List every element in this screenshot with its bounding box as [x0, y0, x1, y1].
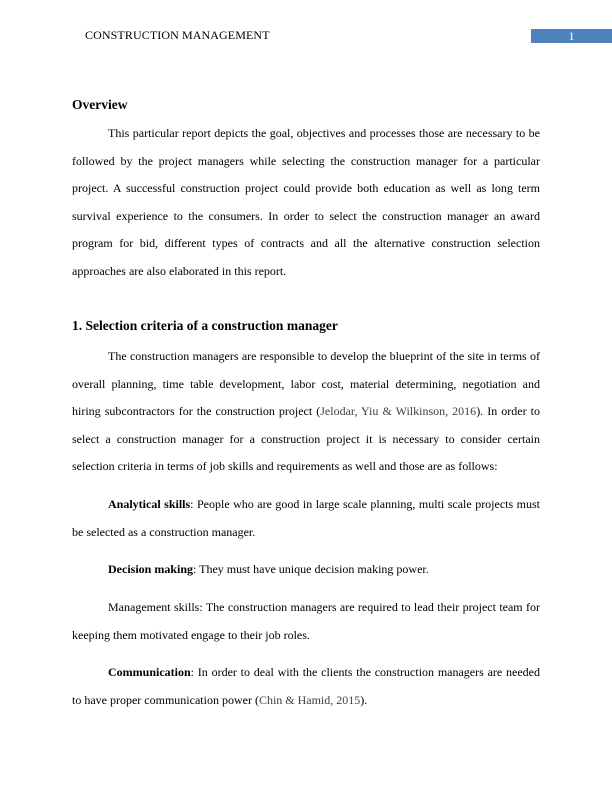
page-number-badge: 1: [531, 29, 612, 43]
overview-paragraph: This particular report depicts the goal, objectives and processes those are necessary to be followed by the project managers while selecting the construction manager for a particular project. A successful construction project could provide both education as well as long term survival experience to the consumers. In order to select the construction manager an award program for bid, different types of contracts and all the alternative construction selection approaches are also elaborated in this report.: [72, 126, 540, 278]
criterion-text: The construction managers are required to lead their project team for keeping them motivated engage to their job roles.: [72, 600, 540, 642]
criterion-term: Analytical skills: [108, 497, 191, 511]
criterion-citation: Chin & Hamid, 2015: [258, 692, 361, 707]
overview-heading: Overview: [72, 97, 128, 112]
running-header-title: CONSTRUCTION MANAGEMENT: [85, 28, 270, 42]
section-1-intro-paragraph: [72, 343, 540, 481]
intro-text-before: The construction managers are responsible to develop the blueprint of the site in terms of overall planning, time table development, labor cost, material determining, negotiation and hiring subcontractors for the construction project (: [72, 349, 540, 418]
criterion-text: : They must have unique decision making power.: [193, 562, 429, 576]
criterion-text: : In order to deal with the clients the construction managers are needed to have proper communication power (: [72, 665, 540, 707]
criterion-management-skills: [72, 594, 540, 649]
criterion-communication: [72, 659, 540, 714]
criterion-text: : People who are good in large scale planning, multi scale projects must be selected as a construction manager.: [72, 497, 540, 539]
intro-citation: Jelodar, Yiu & Wilkinson, 2016: [320, 404, 477, 418]
criterion-text-after: ).: [360, 692, 368, 707]
section-1-heading: 1. Selection criteria of a construction manager: [72, 318, 338, 333]
criterion-term: Decision making: [108, 562, 194, 576]
criterion-analytical-skills: [72, 491, 540, 546]
criterion-decision-making: [72, 556, 540, 584]
criterion-term: Management skills:: [108, 600, 203, 614]
intro-text-after: ). In order to select a construction manager for a construction project it is necessary to consider certain selection criteria in terms of job skills and requirements as well and those are as follows:: [72, 404, 540, 473]
criterion-term: Communication: [108, 665, 191, 679]
